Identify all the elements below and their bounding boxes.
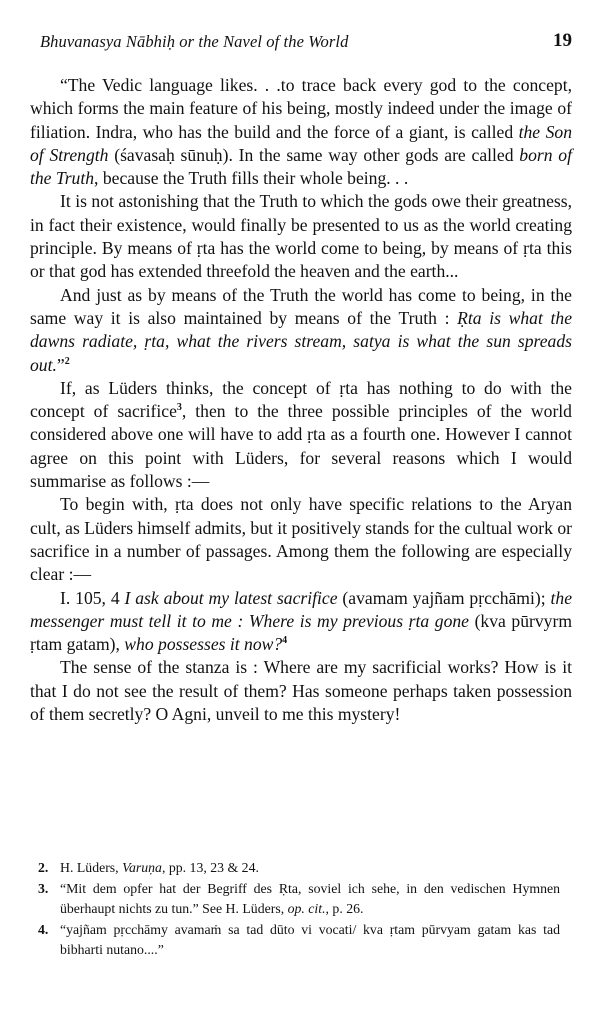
italic-text: born of the Truth bbox=[30, 144, 572, 189]
italic-text: the Son of Strength bbox=[30, 121, 572, 165]
italic-text: the messenger must tell it to me : Where is my previous ṛta gone bbox=[30, 587, 573, 631]
text-run: “yajñam pṛcchāmy avamaṁ sa tad dūto vi vocati/ kva ṛtam pūrvyam gatam kas tad bibharti nutano....” bbox=[60, 921, 560, 957]
footnote-2 bbox=[38, 858, 560, 879]
italic-text: who possesses it now? bbox=[124, 634, 283, 655]
paragraph-2: It is not astonishing that the Truth to which the gods owe their greatness, in fact their existence, would finally be presented to us as the world creating principle. By means of ṛta has the world come to being, by means of ṛta this or that god has extended threefold the heaven and the earth... bbox=[30, 191, 572, 282]
footnote-3 bbox=[38, 879, 560, 920]
text-run: “Mit dem opfer hat der Begriff des Ṛta, soviel ich sehe, in den vedischen Hymnen überhaupt nichts zu tun.” See H. Lüders, bbox=[60, 880, 560, 916]
italic-text: Ṛta is what the dawns radiate, ṛta, what the rivers stream, satya is what the sun spreads out. bbox=[30, 307, 572, 375]
text-run: I. 105, 4 bbox=[60, 587, 125, 608]
text-run: (śavasaḥ sūnuḥ). In the same way other gods are called bbox=[108, 144, 520, 165]
text-run: ” bbox=[56, 354, 65, 375]
footnote-ref[interactable]: 2 bbox=[64, 355, 70, 367]
footnote-ref[interactable]: 3 bbox=[176, 402, 182, 414]
footnote-number: 4. bbox=[38, 921, 49, 937]
footnote-number: 3. bbox=[38, 880, 49, 896]
text-run: , because the Truth fills their whole being. . . bbox=[94, 168, 409, 189]
italic-text: op. cit. bbox=[287, 901, 326, 916]
text-run: (avamam yajñam pṛcchāmi); bbox=[337, 587, 551, 608]
paragraph-5: To begin with, ṛta does not only have specific relations to the Aryan cult, as Lüders himself admits, but it positively stands for the cultual work or sacrifice in a number of passages. Among them the following are especially clear :— bbox=[30, 494, 572, 585]
paragraph-6 bbox=[30, 587, 572, 657]
text-run: , then to the three possible principles of the world considered above one will have to add ṛta as a fourth one. However I cannot agree on this point with Lüders, for several reasons which I would summarise as follows :— bbox=[30, 401, 572, 492]
footnote-4 bbox=[38, 920, 560, 961]
footnotes bbox=[38, 858, 560, 961]
text-run: , pp. 13, 23 & 24. bbox=[161, 860, 259, 875]
main-text bbox=[30, 74, 572, 726]
paragraph-1 bbox=[30, 74, 572, 190]
paragraph-3 bbox=[30, 284, 572, 377]
text-run: , p. 26. bbox=[325, 901, 364, 916]
text-run: H. Lüders, bbox=[60, 860, 123, 875]
text-run: If, as Lüders thinks, the concept of ṛta has nothing to do with the concept of sacrifice bbox=[30, 377, 572, 422]
footnote-number: 2. bbox=[38, 860, 49, 875]
text-run: And just as by means of the Truth the world has come to being, in the same way it is also maintained by means of the Truth : bbox=[30, 284, 572, 328]
paragraph-7: The sense of the stanza is : Where are my sacrificial works? How is it that I do not see the result of them? Has someone perhaps taken possession of them secretly? O Agni, unveil to me this mystery! bbox=[30, 657, 572, 725]
page-number: 19 bbox=[553, 30, 572, 51]
text-run: “The Vedic language likes. . .to trace back every god to the concept, which forms the main feature of his being, mostly indeed under the image of filiation. Indra, who has the build and the force of a giant, is called bbox=[30, 75, 572, 142]
italic-text: I ask about my latest sacrifice bbox=[124, 587, 338, 608]
italic-text: Varuṇa bbox=[122, 860, 162, 875]
paragraph-4 bbox=[30, 377, 572, 493]
running-title: Bhuvanasya Nābhiḥ or the Navel of the World bbox=[40, 32, 349, 51]
footnote-ref[interactable]: 4 bbox=[282, 635, 288, 647]
text-run: (kva pūrvyrm ṛtam gatam), bbox=[30, 610, 572, 655]
page-header bbox=[40, 28, 572, 56]
